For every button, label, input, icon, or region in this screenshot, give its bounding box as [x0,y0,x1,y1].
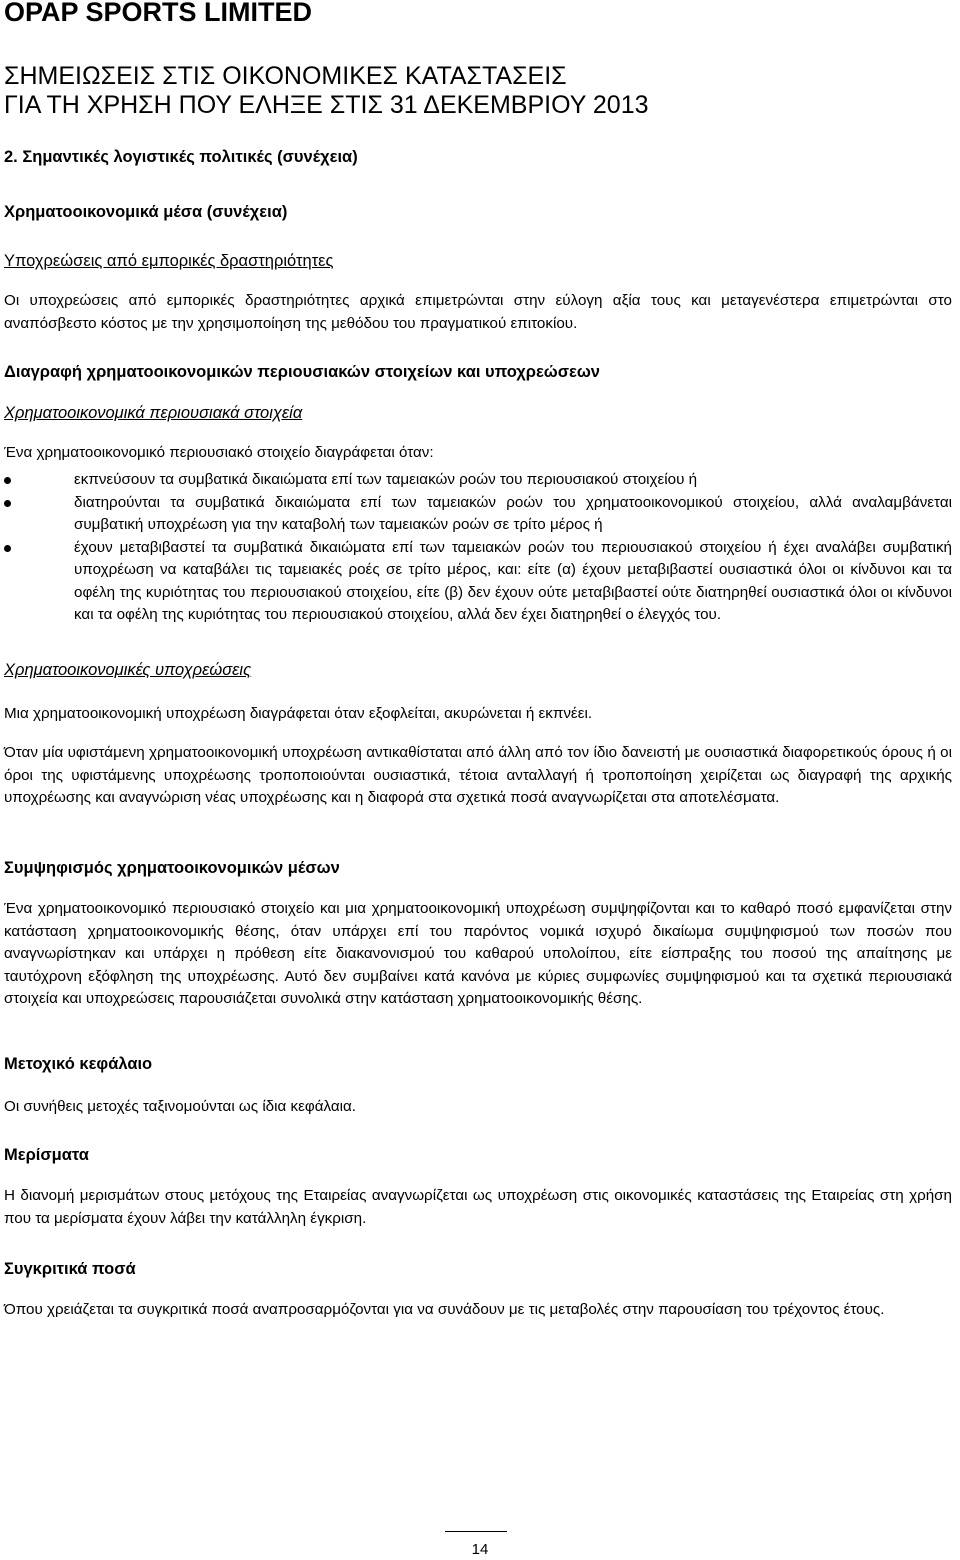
derecognition-heading: Διαγραφή χρηματοοικονομικών περιουσιακών στοιχείων και υποχρεώσεων [4,363,600,381]
instruments-heading: Χρηματοοικονομικά μέσα (συνέχεια) [4,203,288,221]
financial-liabilities-text1: Μια χρηματοοικονομική υποχρέωση διαγράφεται όταν εξοφλείται, ακυρώνεται ή εκπνέει. [4,705,593,722]
bullet-text: έχουν μεταβιβαστεί τα συμβατικά δικαιώματα επί των ταμειακών ροών του περιουσιακού στοιχείου ή έχει αναλάβει συμβατική υποχρέωση να καταβάλει τις ταμειακές ροές σε τρίτο μέρος, και: είτε (α) έχουν μεταβιβαστεί ουσιαστικά όλοι οι κίνδυνοι και τα οφέλη της κυριότητας του περιουσιακού στοιχείου, είτε (β) δεν έχουν ούτε μεταβιβαστεί ούτε διατηρηθεί ουσιαστικά όλοι οι κίνδυνοι και τα οφέλη της κυριότητας του περιουσιακού στοιχείου, αλλά δεν έχει διατηρηθεί ο έλεγχός του. [74,538,952,623]
list-item [4,469,952,492]
comparatives-text: Όπου χρειάζεται τα συγκριτικά ποσά αναπροσαρμόζονται για να συνάδουν με τις μεταβολές στην παρουσίαση του τρέχοντος έτους. [4,1301,885,1318]
financial-liabilities-text2: Όταν μία υφιστάμενη χρηματοοικονομική υποχρέωση αντικαθίσταται από άλλη από τον ίδιο δανειστή με ουσιαστικά διαφορετικούς όρους ή οι όροι της υφιστάμενης υποχρέωσης τροποποιούνται ουσιαστικά, τέτοια ανταλλαγή ή τροποποίηση χειρίζεται ως διαγραφή της αρχικής υποχρέωσης και αναγνώριση νέας υποχρέωσης και η διαφορά στα σχετικά ποσά αναγνωρίζεται στα αποτελέσματα. [4,744,952,806]
offsetting-heading: Συμψηφισμός χρηματοοικονομικών μέσων [4,859,340,877]
footer-divider [445,1531,507,1532]
financial-assets-bullet-list [4,469,952,627]
document-title-line2: ΓΙΑ ΤΗ ΧΡΗΣΗ ΠΟΥ ΕΛΗΞΕ ΣΤΙΣ 31 ΔΕΚΕΜΒΡΙΟΥ 2013 [4,91,649,119]
comparatives-heading: Συγκριτικά ποσά [4,1260,136,1278]
list-item [4,537,952,627]
page-number: 14 [471,1541,489,1558]
bullet-text: διατηρούνται τα συμβατικά δικαιώματα επί των ταμειακών ροών του χρηματοοικονομικού στοιχείου, αλλά αναλαμβάνεται συμβατική υποχρέωση για την καταβολή των ταμειακών ροών σε τρίτο μέρος ή [74,493,952,533]
financial-assets-heading: Χρηματοοικονομικά περιουσιακά στοιχεία [4,404,303,422]
share-capital-text: Οι συνήθεις μετοχές ταξινομούνται ως ίδια κεφάλαια. [4,1098,357,1115]
policies-heading: 2. Σημαντικές λογιστικές πολιτικές (συνέχεια) [4,148,358,166]
financial-assets-intro: Ένα χρηματοοικονομικό περιουσιακό στοιχείο διαγράφεται όταν: [4,444,434,461]
document-title-line1: ΣΗΜΕΙΩΣΕΙΣ ΣΤΙΣ ΟΙΚΟΝΟΜΙΚΕΣ ΚΑΤΑΣΤΑΣΕΙΣ [4,62,567,90]
bullet-icon [4,500,11,507]
bullet-icon [4,545,11,552]
financial-liabilities-heading: Χρηματοοικονομικές υποχρεώσεις [4,661,252,679]
trade-payables-heading: Υποχρεώσεις από εμπορικές δραστηριότητες [4,252,334,270]
company-name: OPAP SPORTS LIMITED [4,0,313,27]
share-capital-heading: Μετοχικό κεφάλαιο [4,1055,153,1073]
dividends-heading: Μερίσματα [4,1146,89,1164]
bullet-icon [4,477,11,484]
dividends-text: Η διανομή μερισμάτων στους μετόχους της Εταιρείας αναγνωρίζεται ως υποχρέωση στις οικονομικές καταστάσεις της Εταιρείας στη χρήση που τα μερίσματα έχουν λάβει την κατάλληλη έγκριση. [4,1187,952,1227]
bullet-text: εκπνεύσουν τα συμβατικά δικαιώματα επί των ταμειακών ροών του περιουσιακού στοιχείου ή [74,471,698,488]
trade-payables-text: Οι υποχρεώσεις από εμπορικές δραστηριότητες αρχικά επιμετρώνται στην εύλογη αξία τους και μεταγενέστερα επιμετρώνται στο αναπόσβεστο κόστος με την χρησιμοποίηση της μεθόδου του πραγματικού επιτοκίου. [4,292,952,332]
list-item [4,492,952,537]
offsetting-text: Ένα χρηματοοικονομικό περιουσιακό στοιχείο και μια χρηματοοικονομική υποχρέωση συμψηφίζονται και το καθαρό ποσό εμφανίζεται στην κατάσταση χρηματοοικονομικής θέσης, όταν υπάρχει επί του παρόντος νομικά ισχυρό δικαίωμα συμψηφισμού των ποσών που αναγνωρίστηκαν και υπάρχει η πρόθεση είτε διακανονισμού του καθαρού υπολοίπου, είτε είσπραξης του ποσού της απαίτησης με ταυτόχρονη εξόφληση της υποχρέωσης. Αυτό δεν συμβαίνει κατά κανόνα με κύριες συμφωνίες συμψηφισμού και τα σχετικά περιουσιακά στοιχεία και υποχρεώσεις παρουσιάζεται συνολικά στην κατάσταση χρηματοοικονομικής θέσης. [4,900,952,1007]
